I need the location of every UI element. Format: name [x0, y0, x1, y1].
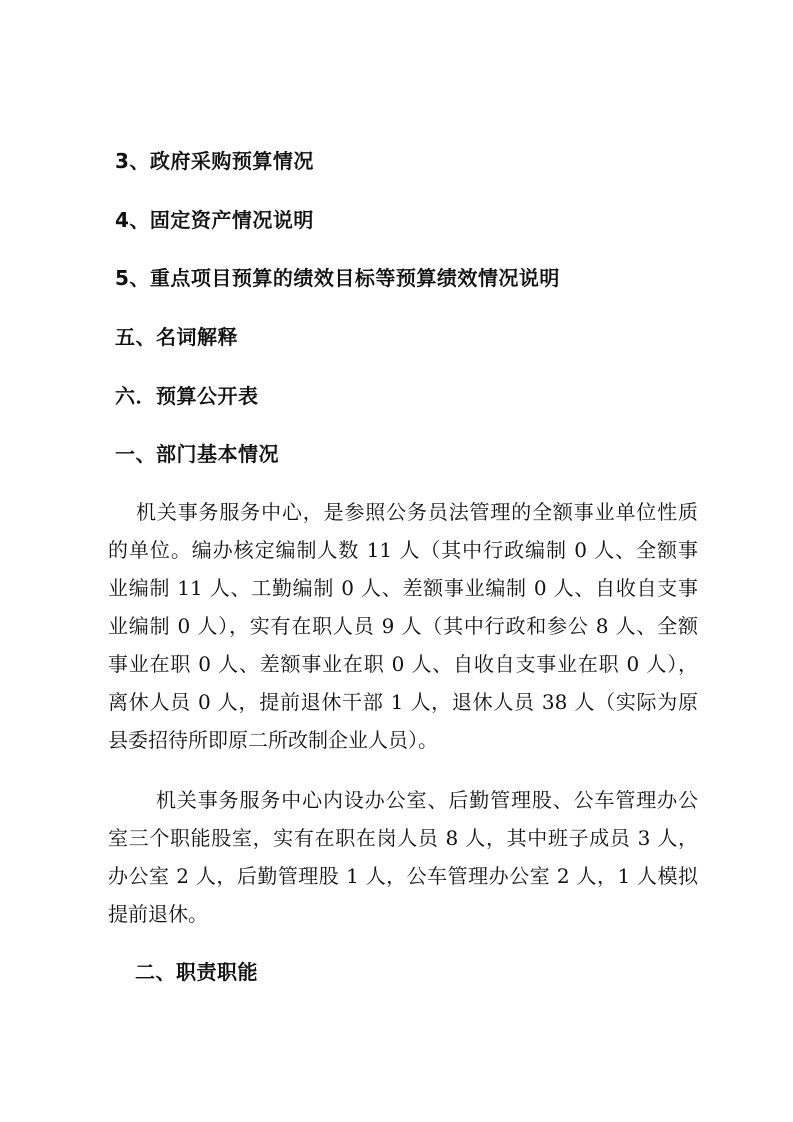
paragraph-line: 提前退休。 — [108, 902, 208, 926]
paragraph-line: 县委招待所即原二所改制企业人员）。 — [108, 728, 438, 752]
paragraph-line: 办公室 2 人，后勤管理股 1 人，公车管理办公室 2 人，1 人模拟 — [108, 864, 698, 888]
paragraph-line: 业编制 0 人），实有在职人员 9 人（其中行政和参公 8 人、全额 — [108, 614, 698, 638]
section-2-title: 二、职责职能 — [135, 960, 258, 984]
paragraph-line: 机关事务服务中心，是参照公务员法管理的全额事业单位性质 — [136, 500, 698, 524]
outline-section-6: 六．预算公开表 — [115, 384, 259, 408]
paragraph-line: 室三个职能股室，实有在职在岗人员 8 人，其中班子成员 3 人， — [108, 826, 698, 850]
outline-item-5: 5、重点项目预算的绩效目标等预算绩效情况说明 — [115, 266, 560, 290]
outline-item-3: 3、政府采购预算情况 — [115, 149, 314, 173]
paragraph-line: 事业在职 0 人、差额事业在职 0 人、自收自支事业在职 0 人）， — [108, 652, 698, 676]
paragraph-line: 的单位。编办核定编制人数 11 人（其中行政编制 0 人、全额事 — [108, 538, 698, 562]
outline-section-5: 五、名词解释 — [115, 325, 238, 349]
paragraph-line: 离休人员 0 人，提前退休干部 1 人，退休人员 38 人（实际为原 — [108, 690, 698, 714]
paragraph-line: 机关事务服务中心内设办公室、后勤管理股、公车管理办公 — [156, 788, 698, 812]
outline-item-4: 4、固定资产情况说明 — [115, 208, 314, 232]
paragraph-line: 业编制 11 人、工勤编制 0 人、差额事业编制 0 人、自收自支事 — [108, 576, 698, 600]
section-1-title: 一、部门基本情况 — [115, 442, 279, 466]
